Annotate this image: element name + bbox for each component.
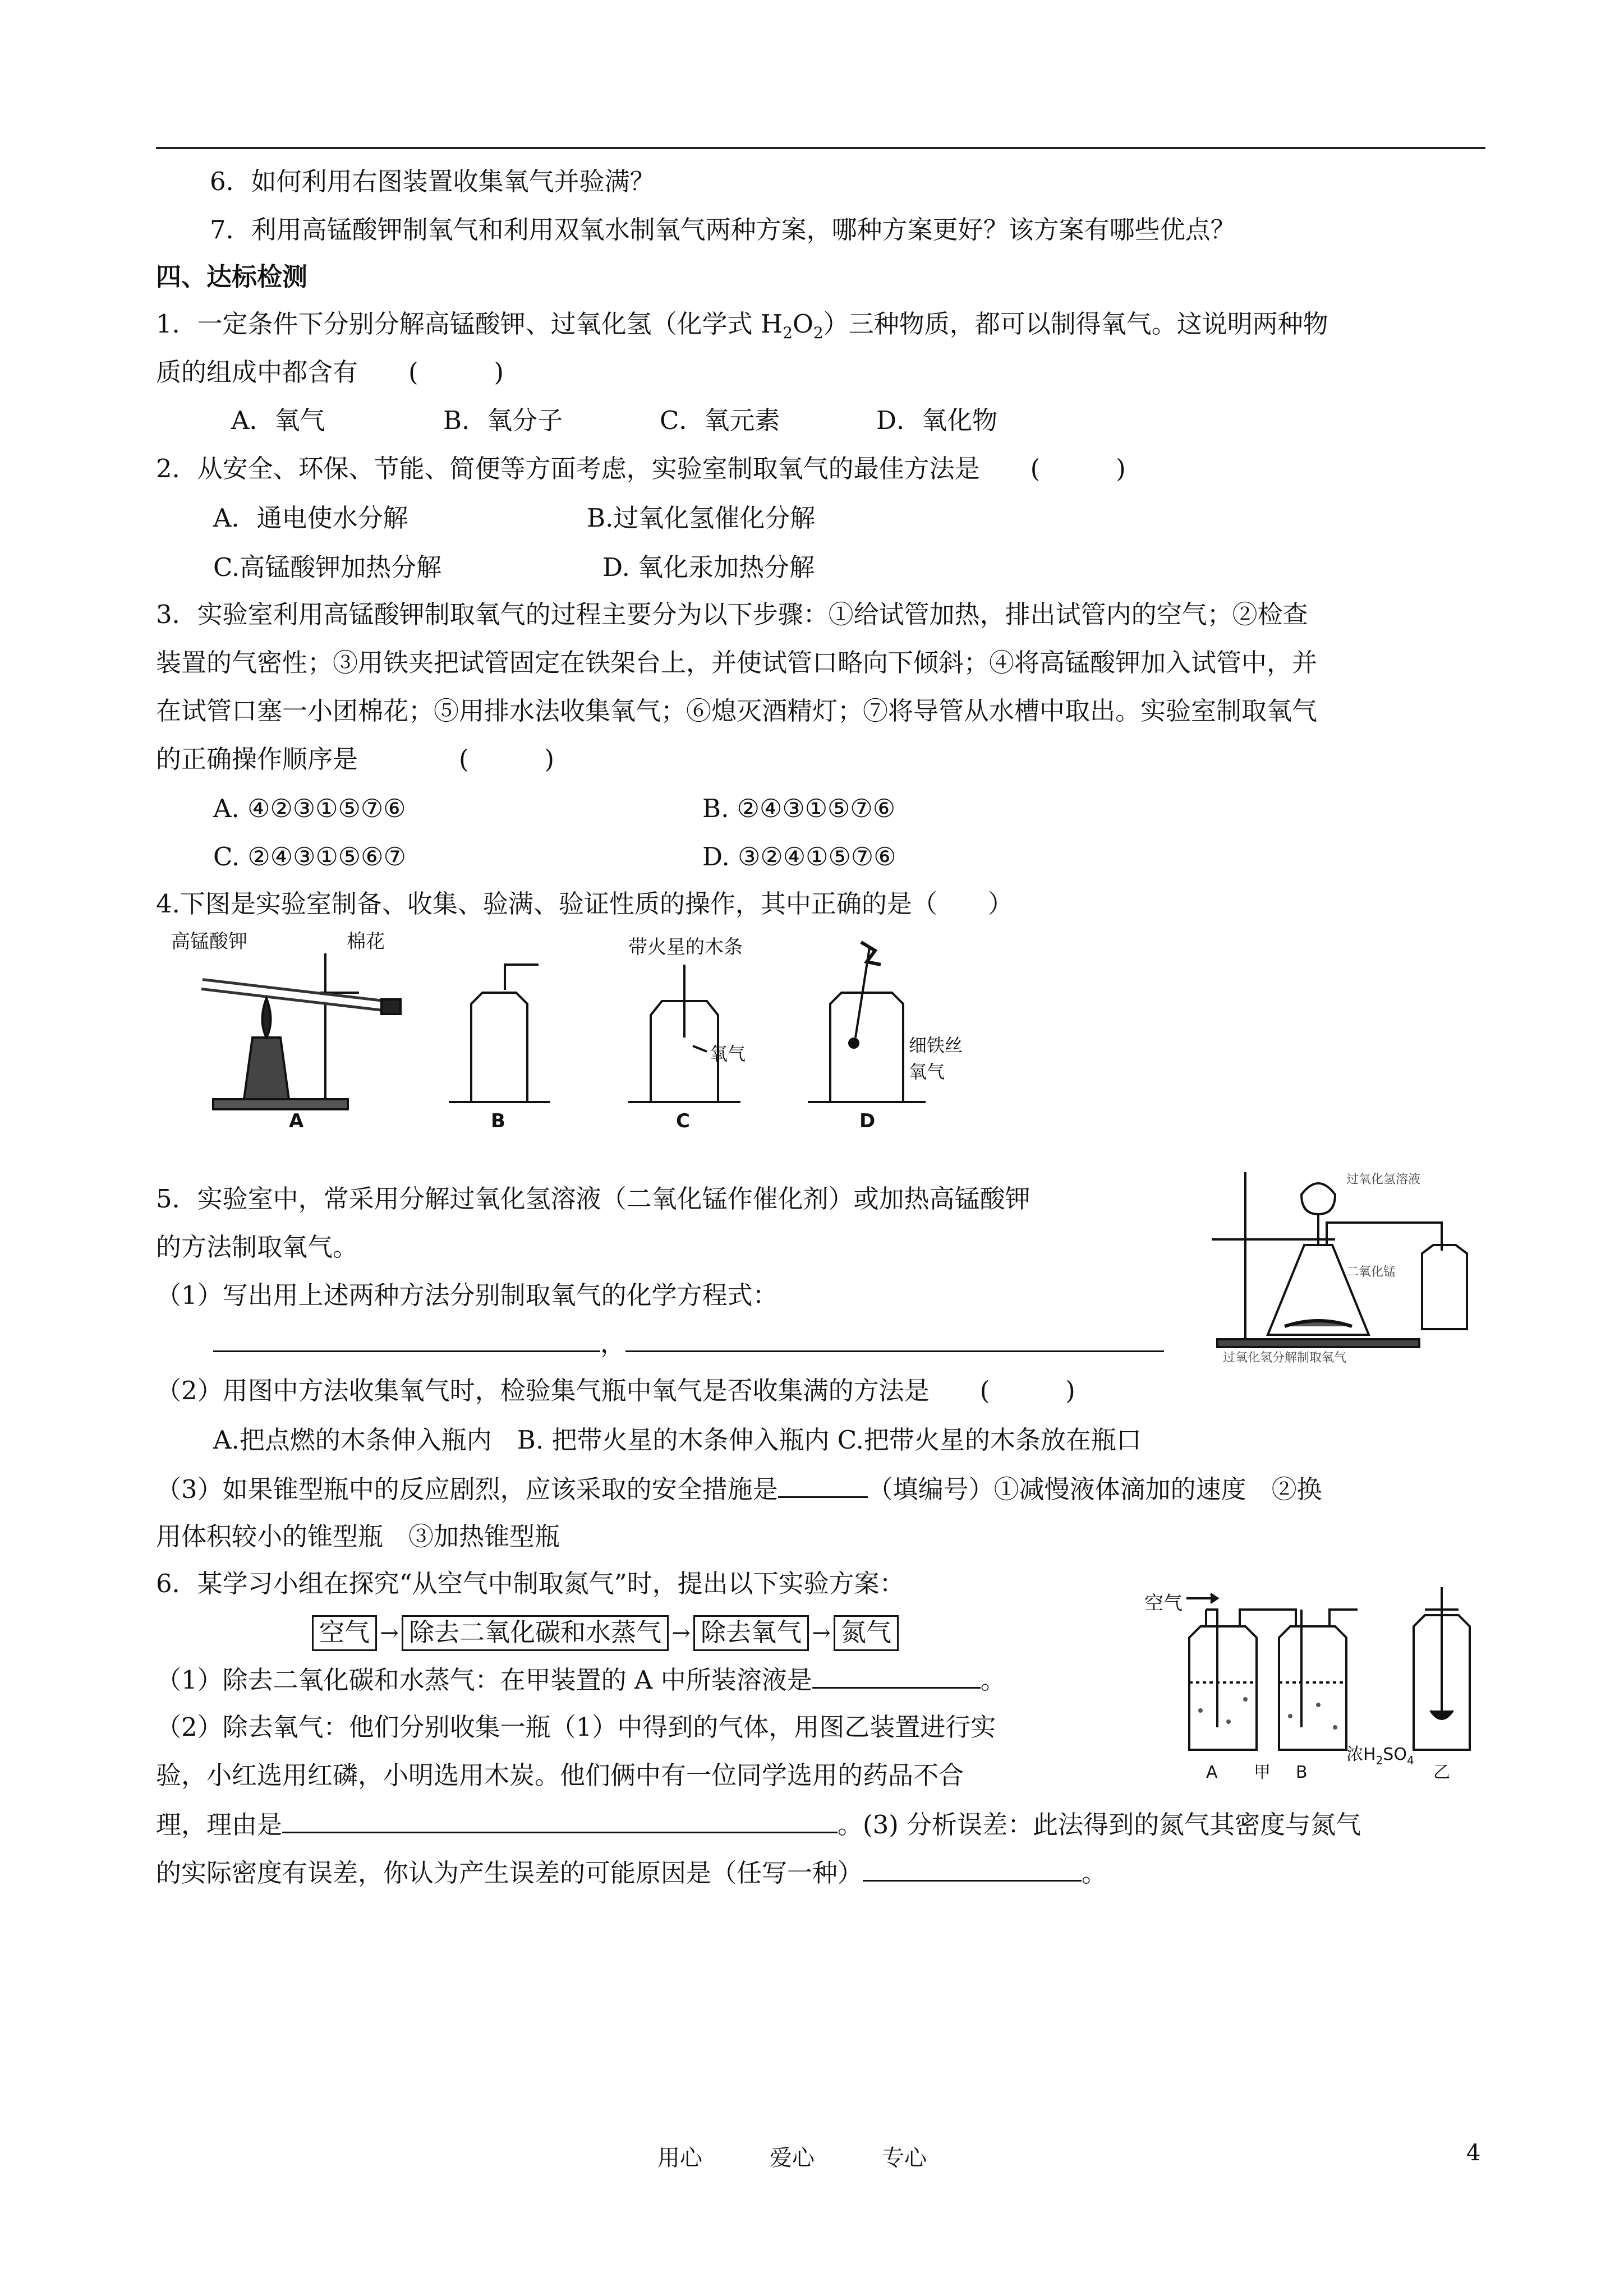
label-yi: 乙 <box>1433 1763 1450 1782</box>
q5-part3-cont: 用体积较小的锥型瓶 ③加热锥型瓶 <box>156 1522 560 1551</box>
reason-blank[interactable] <box>282 1808 838 1833</box>
q1-option-a: A．氧气 <box>231 405 325 435</box>
q6-part3: 的实际密度有误差，你认为产生误差的可能原因是（任写一种） 。 <box>156 1856 1107 1889</box>
equation-blank-2[interactable] <box>625 1327 1164 1352</box>
header-rule <box>156 147 1485 149</box>
pre-question-6: 6．如何利用右图装置收集氧气并验满？ <box>210 167 655 196</box>
nitrogen-flowchart <box>312 1615 899 1651</box>
flow-step-air: 空气 <box>312 1615 377 1651</box>
equation-blank-1[interactable] <box>213 1327 600 1352</box>
q3-option-a: A. ④②③①⑤⑦⑥ <box>213 794 406 823</box>
pre-question-7: 7．利用高锰酸钾制氧气和利用双氧水制氧气两种方案，哪种方案更好？该方案有哪些优点？ <box>210 215 1236 245</box>
q4-figure-b <box>449 965 550 1102</box>
q3-line4: 的正确操作顺序是 ( ) <box>156 744 555 774</box>
label-a: A <box>289 1110 304 1132</box>
label-kmno4: 高锰酸钾 <box>171 931 247 953</box>
q2-option-d: D. 氧化汞加热分解 <box>602 552 815 582</box>
q5-h2o2-apparatus-figure <box>1206 1161 1487 1363</box>
q5-line2: 的方法制取氧气。 <box>156 1232 358 1262</box>
q6-part2-line2: 验，小红选用红磷，小明选用木炭。他们俩中有一位同学选用的药品不合 <box>156 1760 964 1790</box>
q2-option-a: A．通电使水分解 <box>213 503 408 533</box>
q4-apparatus-figure <box>168 931 982 1133</box>
footer-word-1: 用心 <box>657 2145 702 2171</box>
label-c: C <box>676 1110 690 1132</box>
footer-word-3: 专心 <box>882 2145 927 2171</box>
q3-option-c: C. ②④③①⑤⑥⑦ <box>213 842 406 872</box>
arrow-icon: → <box>812 1620 831 1646</box>
q2-option-c: C.高锰酸钾加热分解 <box>213 552 442 582</box>
q3-option-b: B. ②④③①⑤⑦⑥ <box>702 794 896 823</box>
q6-apparatus-figure <box>1133 1582 1487 1789</box>
q3-line2: 装置的气密性；③用铁夹把试管固定在铁架台上，并使试管口略向下倾斜；④将高锰酸钾加入试管中，并 <box>156 648 1318 677</box>
label-b: B <box>491 1110 505 1132</box>
flow-step-remove-oxygen: 除去氧气 <box>693 1615 809 1651</box>
q6-part1: （1）除去二氧化碳和水蒸气：在甲装置的 A 中所装溶液是 。 <box>156 1663 1006 1696</box>
q3-line3: 在试管口塞一小团棉花；⑤用排水法收集氧气；⑥熄灭酒精灯；⑦将导管从水槽中取出。实验室制取氧气 <box>156 696 1318 726</box>
q5-part2-options: A.把点燃的木条伸入瓶内 B. 把带火星的木条伸入瓶内 C.把带火星的木条放在瓶口 <box>213 1425 1142 1455</box>
arrow-icon: → <box>671 1620 691 1646</box>
label-h2o2-solution: 过氧化氢溶液 <box>1346 1173 1421 1187</box>
label-glowing-splint: 带火星的木条 <box>628 936 743 958</box>
q4-figure-a <box>202 953 401 1109</box>
q1-option-c: C．氧元素 <box>660 405 780 435</box>
q4-figure-c <box>628 965 740 1102</box>
q6-part2-line1: （2）除去氧气：他们分别收集一瓶（1）中得到的气体，用图乙装置进行实 <box>156 1712 996 1742</box>
label-conc-h2so4: 浓$H_2SO_4$ <box>1346 1745 1414 1767</box>
footer-word-2: 爱心 <box>770 2145 815 2171</box>
label-d: D <box>859 1110 876 1132</box>
q1-line1: 1．一定条件下分别分解高锰酸钾、过氧化氢（化学式 $H_2O_2$）三种物质，都可以制得氧气。这说明两种物 <box>156 309 1328 342</box>
q2-option-b: B.过氧化氢催化分解 <box>587 503 816 533</box>
q6-part2-line3: 理，理由是 。(3) 分析误差：此法得到的氮气其密度与氮气 <box>156 1808 1361 1841</box>
q2-stem: 2．从安全、环保、节能、简便等方面考虑，实验室制取氧气的最佳方法是 ( ) <box>156 454 1126 483</box>
arrow-icon: → <box>380 1620 399 1646</box>
q5-part1: （1）写出用上述两种方法分别制取氧气的化学方程式： <box>156 1280 778 1310</box>
q5-equation-line: ， <box>213 1327 1164 1359</box>
q1-option-b: B．氧分子 <box>443 405 563 435</box>
label-oxygen-c: 氧气 <box>710 1043 746 1064</box>
q5-part3: （3）如果锥型瓶中的反应剧烈，应该采取的安全措施是 （填编号）①减慢液体滴加的速度 ②换 <box>156 1473 1322 1505</box>
q3-line1: 3．实验室利用高锰酸钾制取氧气的过程主要分为以下步骤：①给试管加热，排出试管内的空气；②检查 <box>156 600 1308 629</box>
q1-line2: 质的组成中都含有 ( ) <box>156 357 504 387</box>
error-cause-blank[interactable] <box>863 1856 1082 1882</box>
q5-part2: （2）用图中方法收集氧气时，检验集气瓶中氧气是否收集满的方法是 ( ) <box>156 1376 1075 1405</box>
q4-figure-d <box>808 942 926 1102</box>
flow-step-nitrogen: 氮气 <box>834 1615 899 1651</box>
label-oxygen-d: 氧气 <box>909 1061 945 1082</box>
label-air: 空气 <box>1144 1592 1183 1615</box>
safety-measure-blank[interactable] <box>778 1473 868 1498</box>
label-figure-caption: 过氧化氢分解制取氧气 <box>1223 1351 1347 1363</box>
label-cotton: 棉花 <box>347 931 385 953</box>
section-title: 四、达标检测 <box>156 262 308 292</box>
label-iron-wire: 细铁丝 <box>909 1035 963 1056</box>
q1-option-d: D．氧化物 <box>876 405 998 435</box>
label-jia: 甲 <box>1254 1763 1271 1782</box>
q3-option-d: D. ③②④①⑤⑦⑥ <box>702 842 896 872</box>
flow-step-remove-co2-water: 除去二氧化碳和水蒸气 <box>402 1615 669 1651</box>
label-bottle-a: A <box>1206 1763 1218 1782</box>
q4-stem: 4.下图是实验室制备、收集、验满、验证性质的操作，其中正确的是（ ） <box>156 889 1013 919</box>
label-mno2: 二氧化锰 <box>1346 1265 1396 1279</box>
label-bottle-b: B <box>1296 1763 1308 1782</box>
page-number: 4 <box>1466 2140 1481 2166</box>
q6-stem: 6．某学习小组在探究“从空气中制取氮气”时，提出以下实验方案： <box>156 1569 905 1598</box>
solution-blank[interactable] <box>812 1663 981 1689</box>
q5-line1: 5．实验室中，常采用分解过氧化氢溶液（二氧化锰作催化剂）或加热高锰酸钾 <box>156 1184 1030 1214</box>
